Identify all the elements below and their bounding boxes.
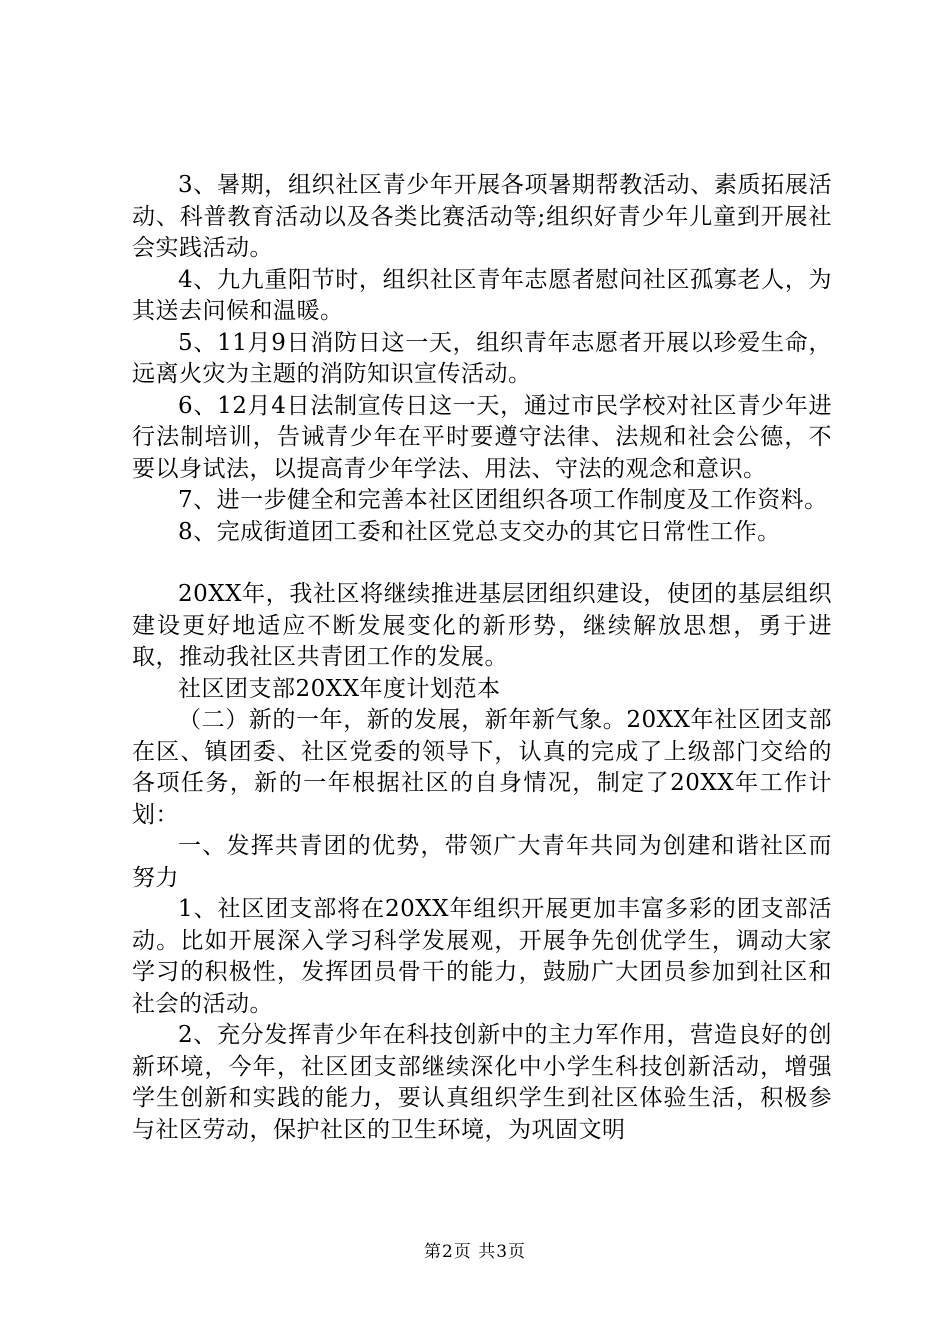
document-body [132,170,832,1146]
page-footer: 第2页 共3页 [423,1242,527,1262]
paragraph-gap [132,548,832,579]
plan-item-2: 2、充分发挥青少年在科技创新中的主力军作用，营造良好的创新环境，今年，社区团支部继续深化中小学生科技创新活动，增强学生创新和实践的能力，要认真组织学生到社区体验生活，积极参与社区劳动，保护社区的卫生环境，为巩固文明 [132,1022,832,1143]
paragraph-item-8: 8、完成街道团工委和社区党总支交办的其它日常性工作。 [178,518,781,545]
section-title: 社区团支部20XX年度计划范本 [178,675,501,702]
intro-paragraph: （二）新的一年，新的发展，新年新气象。20XX年社区团支部在区、镇团委、社区党委的领导下，认真的完成了上级部门交给的各项任务，新的一年根据社区的自身情况，制定了20XX年工作计划： [132,707,832,828]
paragraph-item-7: 7、进一步健全和完善本社区团组织各项工作制度及工作资料。 [178,487,828,513]
plan-item-1: 1、社区团支部将在20XX年组织开展更加丰富多彩的团支部活动。比如开展深入学习科学发展观，开展争先创优学生，调动大家学习的积极性，发挥团员骨干的能力，鼓励广大团员参加到社区和社会的活动。 [132,896,832,1017]
paragraph-item-5: 5、11月9日消防日这一天，组织青年志愿者开展以珍爱生命，远离火灾为主题的消防知识宣传活动。 [132,329,832,387]
heading-one: 一、发挥共青团的优势，带领广大青年共同为创建和谐社区而努力 [132,833,832,891]
paragraph-item-6: 6、12月4日法制宣传日这一天，通过市民学校对社区青少年进行法制培训，告诫青少年在平时要遵守法律、法规和社会公德，不要以身试法，以提高青少年学法、用法、守法的观念和意识。 [132,392,832,482]
paragraph-item-3: 3、暑期，组织社区青少年开展各项暑期帮教活动、素质拓展活动、科普教育活动以及各类比赛活动等;组织好青少年儿童到开展社会实践活动。 [132,172,832,261]
paragraph-item-4: 4、九九重阳节时，组织社区青年志愿者慰问社区孤寡老人，为其送去问候和温暖。 [132,266,832,324]
closing-paragraph: 20XX年，我社区将继续推进基层团组织建设，使团的基层组织建设更好地适应不断发展变化的新形势，继续解放思想，勇于进取，推动我社区共青团工作的发展。 [132,581,832,670]
